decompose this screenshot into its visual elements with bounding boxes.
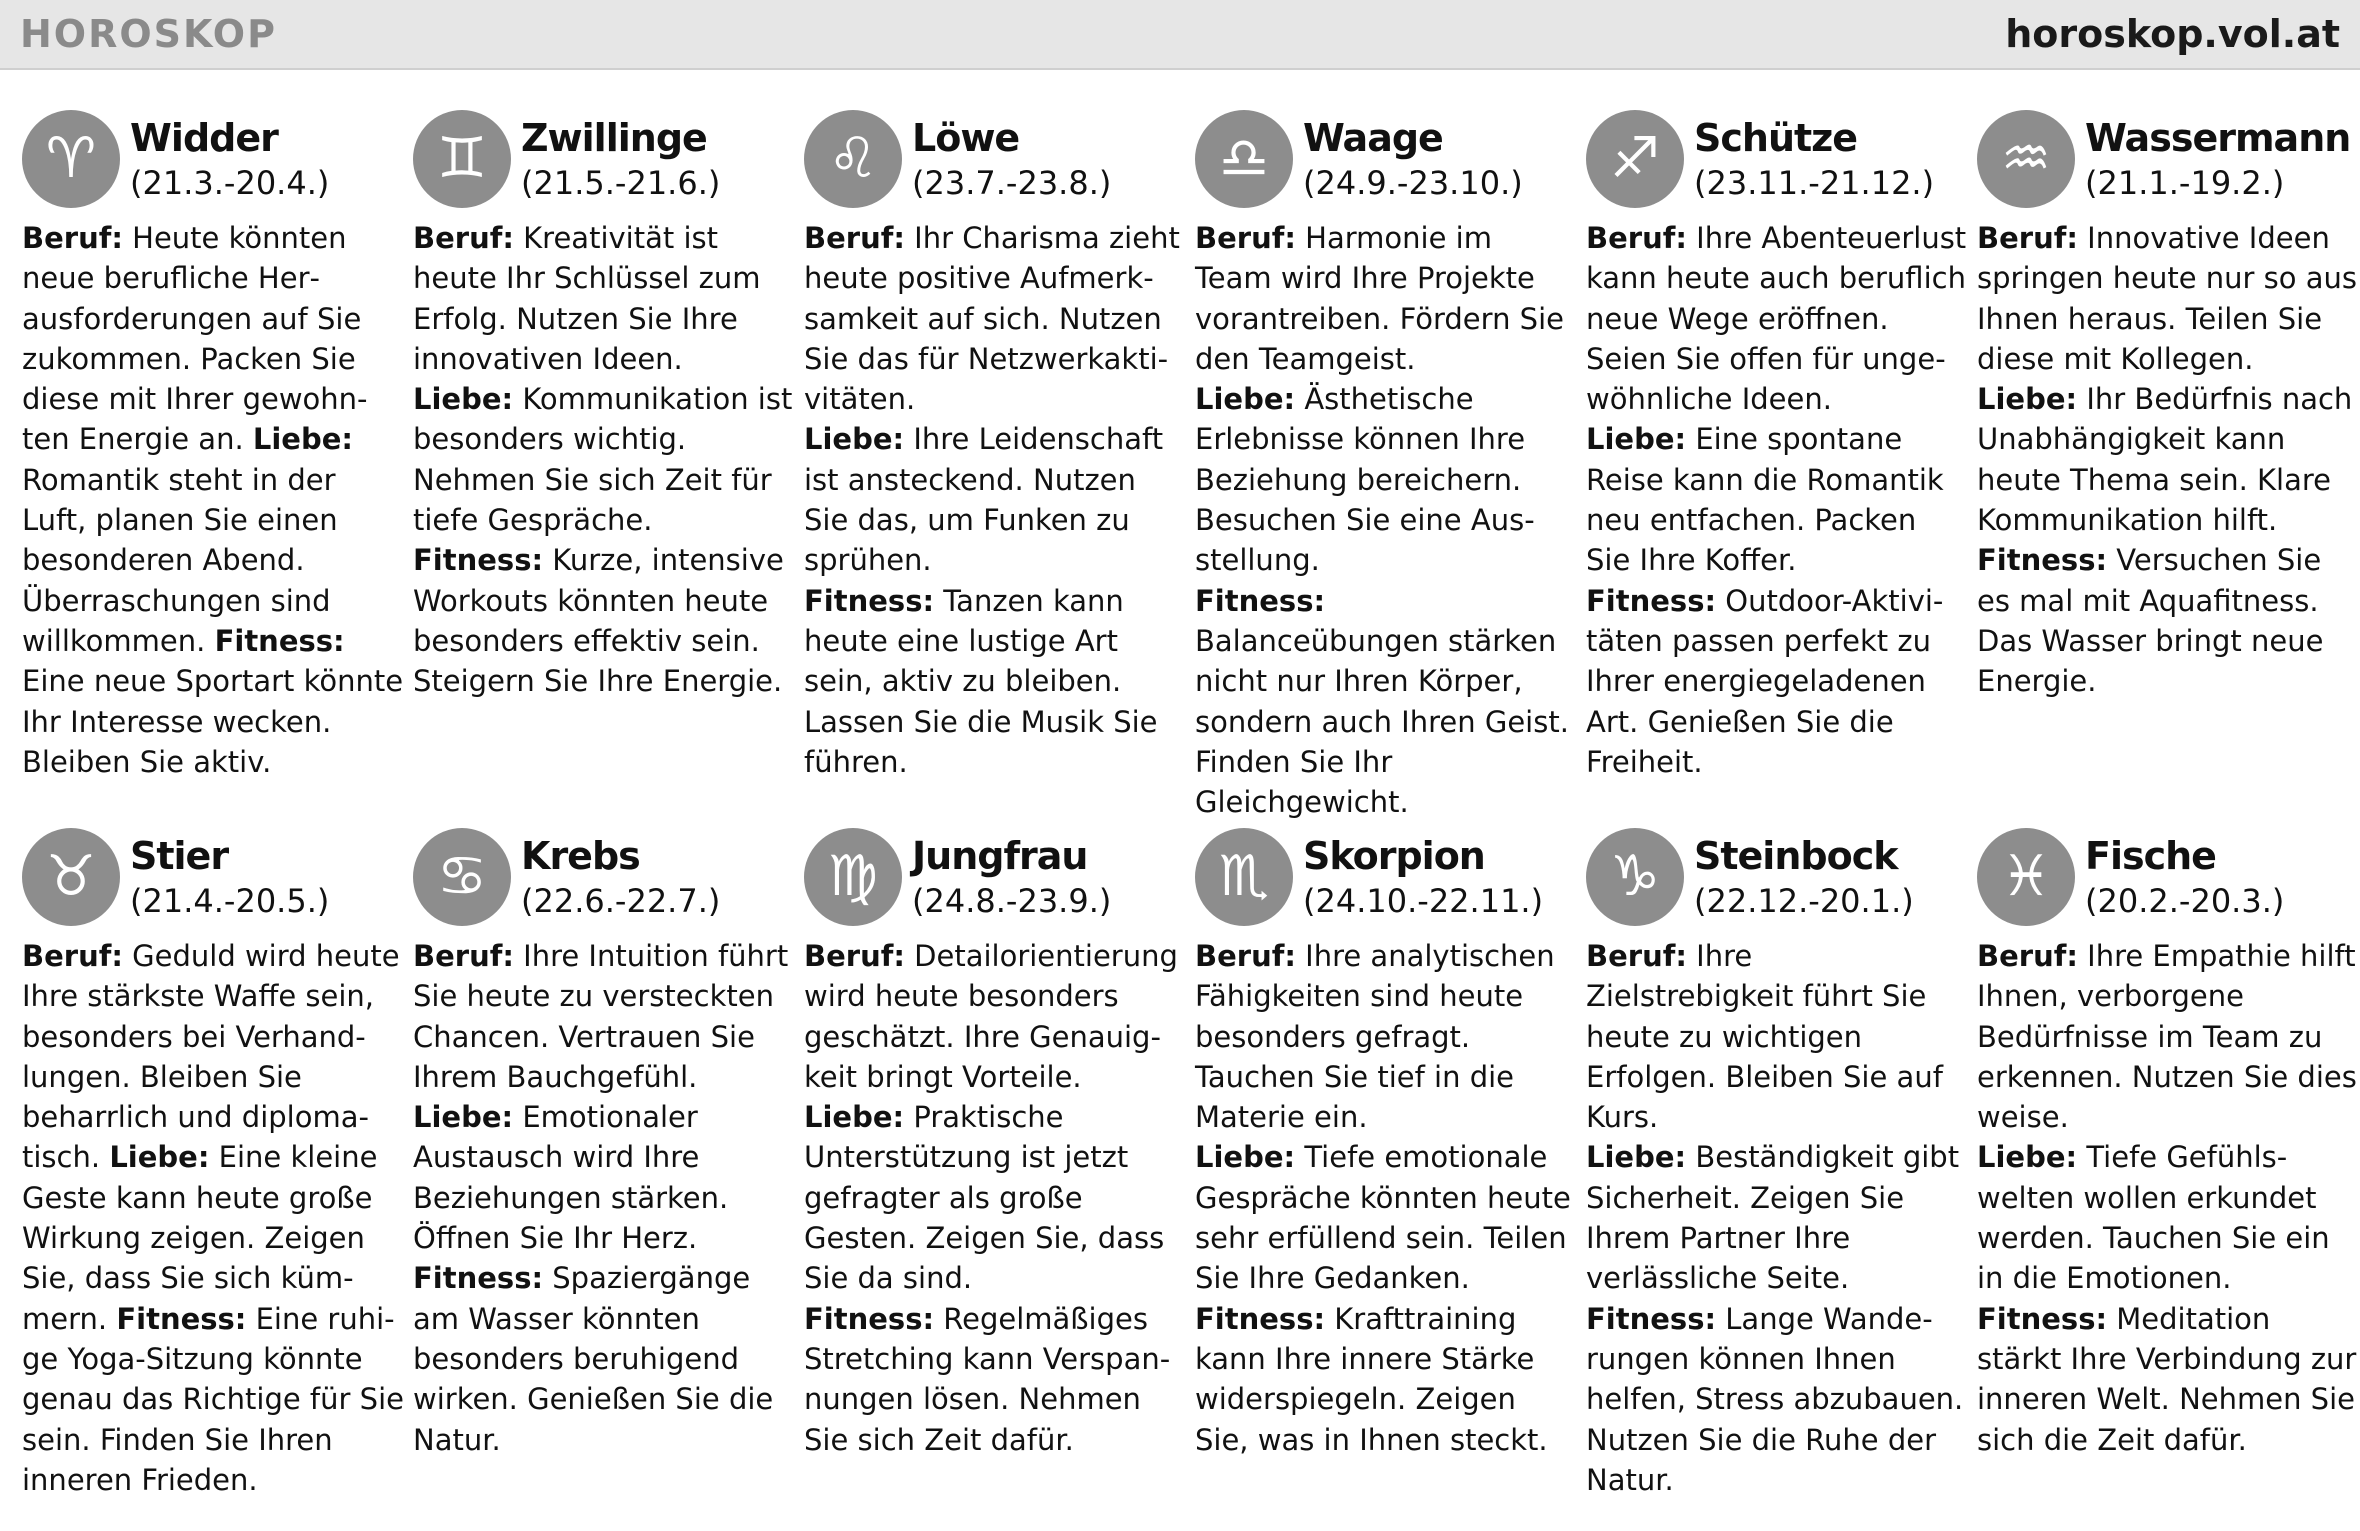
section-label: Liebe: bbox=[1586, 1140, 1687, 1175]
section-text: Balanceübungen stärken nicht nur Ihren Körper, sondern auch Ihren Geist. Finden Sie Ihr Gleichgewicht. bbox=[1195, 623, 1569, 820]
section-label: Fitness: bbox=[413, 1261, 544, 1296]
sign-text bbox=[1977, 936, 2359, 1460]
section-text: Kreativität ist heute Ihr Schlüssel zum Erfolg. Nutzen Sie Ihre innovativen Ideen. bbox=[413, 221, 761, 376]
section-text: Innovative Ideen springen heute nur so aus Ihnen heraus. Teilen Sie diese mit Kollegen. bbox=[1977, 221, 2357, 376]
sign-dates: (21.4.-20.5.) bbox=[130, 882, 330, 920]
fish-icon: ♓ bbox=[1977, 828, 2075, 926]
sign-text bbox=[22, 936, 404, 1500]
sign-dates: (24.10.-22.11.) bbox=[1303, 882, 1544, 920]
section-label: Liebe: bbox=[1195, 1140, 1296, 1175]
sign-dates: (20.2.-20.3.) bbox=[2085, 882, 2285, 920]
sign-dates: (21.3.-20.4.) bbox=[130, 164, 330, 202]
sign-text bbox=[1195, 936, 1577, 1460]
page-header bbox=[0, 0, 2360, 70]
sign-text bbox=[22, 218, 404, 782]
section-text: Ihr Bedürfnis nach Unabhängigkeit kann heute Thema sein. Klare Kommunikation hilft. bbox=[1977, 382, 2353, 538]
section-label: Beruf: bbox=[413, 221, 514, 255]
sign-wassermann bbox=[1977, 108, 2360, 826]
site-url: horoskop.vol.at bbox=[2005, 12, 2340, 56]
sign-name: Steinbock bbox=[1694, 834, 1898, 878]
section-label: Beruf: bbox=[22, 939, 123, 973]
section-text: Beständigkeit gibt Sicherheit. Zeigen Sie Ihrem Partner Ihre verlässliche Seite. bbox=[1586, 1140, 1960, 1296]
sign-jungfrau bbox=[804, 826, 1195, 1526]
sign-krebs bbox=[413, 826, 804, 1526]
sign-waage bbox=[1195, 108, 1586, 826]
lion-icon: ♌ bbox=[804, 110, 902, 208]
section-text: Outdoor-Aktivitäten passen perfekt zu Ihrer energiegeladenen Art. Genießen Sie die Freiheit. bbox=[1586, 583, 1944, 779]
sign-header bbox=[804, 826, 1195, 936]
sign-name: Skorpion bbox=[1303, 834, 1485, 878]
section-label: Liebe: bbox=[1977, 1140, 2078, 1175]
sign-widder bbox=[22, 108, 413, 826]
section-label: Fitness: bbox=[1586, 1301, 1717, 1336]
section-text: Spaziergänge am Wasser könnten besonders beruhigend wirken. Genießen Sie die Natur. bbox=[413, 1261, 774, 1457]
sign-dates: (24.8.-23.9.) bbox=[912, 882, 1112, 920]
sign-header bbox=[1586, 108, 1977, 218]
archer-icon: ♐ bbox=[1586, 110, 1684, 208]
section-text: Ihre Zielstrebigkeit führt Sie heute zu wichtigen Erfolgen. Bleiben Sie auf Kurs. bbox=[1586, 939, 1943, 1135]
section-text: Harmonie im Team wird Ihre Projekte vorantreiben. Fördern Sie den Teamgeist. bbox=[1195, 221, 1564, 376]
sign-name: Fische bbox=[2085, 834, 2216, 878]
sign-schütze bbox=[1586, 108, 1977, 826]
section-text: Ihre analytischen Fähigkeiten sind heute besonders gefragt. Tauchen Sie tief in die Materie ein. bbox=[1195, 939, 1555, 1135]
section-label: Fitness: bbox=[1977, 1301, 2108, 1336]
section-label: Liebe: bbox=[109, 1140, 210, 1175]
twins-icon: ♊ bbox=[413, 110, 511, 208]
sign-skorpion bbox=[1195, 826, 1586, 1526]
section-text: Romantik steht in der Luft, planen Sie einen besonderen Abend. Überraschungen sind willkommen. bbox=[22, 462, 338, 658]
section-label: Fitness: bbox=[214, 623, 345, 658]
sign-dates: (21.1.-19.2.) bbox=[2085, 164, 2285, 202]
sign-header bbox=[22, 108, 413, 218]
sign-header bbox=[22, 826, 413, 936]
section-text: Lange Wanderungen können Ihnen helfen, Stress abzubauen. Nutzen Sie die Ruhe der Natur. bbox=[1586, 1301, 1964, 1497]
section-text: Tanzen kann heute eine lustige Art sein, aktiv zu bleiben. Lassen Sie die Musik Sie führen. bbox=[804, 583, 1158, 779]
page-title: HOROSKOP bbox=[20, 12, 277, 56]
horoscope-grid bbox=[22, 108, 2357, 1526]
section-label: Fitness: bbox=[804, 1301, 935, 1336]
sign-text bbox=[1586, 936, 1968, 1500]
sign-dates: (23.7.-23.8.) bbox=[912, 164, 1112, 202]
sign-zwillinge bbox=[413, 108, 804, 826]
sign-name: Löwe bbox=[912, 116, 1020, 160]
virgin-icon: ♍ bbox=[804, 828, 902, 926]
section-text: Tiefe Gefühlswelten wollen erkundet werden. Tauchen Sie ein in die Emotionen. bbox=[1977, 1140, 2330, 1296]
sign-name: Zwillinge bbox=[521, 116, 707, 160]
section-label: Liebe: bbox=[413, 1100, 514, 1135]
sign-header bbox=[1195, 826, 1586, 936]
sign-header bbox=[1586, 826, 1977, 936]
section-label: Liebe: bbox=[1586, 422, 1687, 457]
sign-fische bbox=[1977, 826, 2360, 1526]
scorpion-icon: ♏ bbox=[1195, 828, 1293, 926]
sign-name: Schütze bbox=[1694, 116, 1858, 160]
sign-header bbox=[413, 826, 804, 936]
section-text: Eine spontane Reise kann die Romantik neu entfachen. Packen Sie Ihre Koffer. bbox=[1586, 422, 1944, 578]
sign-text bbox=[413, 218, 795, 702]
section-text: Heute könnten neue berufliche Herausforderungen auf Sie zukommen. Packen Sie diese mit Ihrer gewohnten Energie an. bbox=[22, 221, 368, 457]
sign-name: Jungfrau bbox=[912, 834, 1088, 878]
sign-header bbox=[1977, 826, 2360, 936]
section-label: Fitness: bbox=[1195, 1301, 1326, 1336]
section-label: Liebe: bbox=[1977, 382, 2078, 417]
sign-dates: (22.12.-20.1.) bbox=[1694, 882, 1914, 920]
section-label: Fitness: bbox=[413, 543, 544, 578]
sign-steinbock bbox=[1586, 826, 1977, 1526]
sign-header bbox=[413, 108, 804, 218]
sign-text bbox=[804, 936, 1186, 1460]
section-label: Liebe: bbox=[252, 422, 354, 457]
section-label: Liebe: bbox=[804, 1100, 905, 1135]
sign-text bbox=[1586, 218, 1968, 782]
sign-text bbox=[804, 218, 1186, 782]
section-text: Praktische Unterstützung ist jetzt gefragter als große Gesten. Zeigen Sie, dass Sie da sind. bbox=[804, 1100, 1165, 1296]
section-label: Liebe: bbox=[1195, 382, 1296, 417]
sign-text bbox=[1977, 218, 2359, 702]
section-text: Regelmäßiges Stretching kann Verspannungen lösen. Nehmen Sie sich Zeit dafür. bbox=[804, 1301, 1171, 1457]
water-bearer-icon: ♒ bbox=[1977, 110, 2075, 208]
section-text: Ihre Intuition führt Sie heute zu versteckten Chancen. Vertrauen Sie Ihrem Bauchgefühl. bbox=[413, 939, 789, 1094]
section-label: Beruf: bbox=[804, 221, 905, 255]
section-text: Kurze, intensive Workouts könnten heute besonders effektiv sein. Steigern Sie Ihre Energie. bbox=[413, 543, 784, 699]
crab-icon: ♋ bbox=[413, 828, 511, 926]
section-label: Fitness: bbox=[804, 583, 935, 618]
sign-stier bbox=[22, 826, 413, 1526]
section-text: Ihr Charisma zieht heute positive Aufmerksamkeit auf sich. Nutzen Sie das für Netzwerkaktivitäten. bbox=[804, 221, 1180, 417]
ram-icon: ♈ bbox=[22, 110, 120, 208]
goat-icon: ♑ bbox=[1586, 828, 1684, 926]
section-label: Beruf: bbox=[413, 939, 514, 973]
section-text: Eine ruhige Yoga-Sitzung könnte genau das Richtige für Sie sein. Finden Sie Ihren inneren Frieden. bbox=[22, 1301, 404, 1497]
sign-name: Wassermann bbox=[2085, 116, 2351, 160]
section-label: Fitness: bbox=[116, 1301, 247, 1336]
section-text: Emotionaler Austausch wird Ihre Beziehungen stärken. Öffnen Sie Ihr Herz. bbox=[413, 1100, 729, 1256]
sign-dates: (24.9.-23.10.) bbox=[1303, 164, 1523, 202]
section-text: Eine neue Sportart könnte Ihr Interesse wecken. Bleiben Sie aktiv. bbox=[22, 664, 404, 779]
sign-dates: (22.6.-22.7.) bbox=[521, 882, 721, 920]
section-text: Geduld wird heute Ihre stärkste Waffe sein, besonders bei Verhandlungen. Bleiben Sie beharrlich und diplomatisch. bbox=[22, 939, 400, 1175]
sign-text bbox=[1195, 218, 1577, 822]
sign-dates: (21.5.-21.6.) bbox=[521, 164, 721, 202]
section-text: Meditation stärkt Ihre Verbindung zur inneren Welt. Nehmen Sie sich die Zeit dafür. bbox=[1977, 1301, 2357, 1457]
section-label: Beruf: bbox=[804, 939, 905, 973]
section-label: Fitness: bbox=[1977, 543, 2108, 578]
sign-header bbox=[1977, 108, 2360, 218]
section-label: Beruf: bbox=[1977, 221, 2078, 255]
bull-icon: ♉ bbox=[22, 828, 120, 926]
section-label: Beruf: bbox=[22, 221, 123, 255]
sign-name: Waage bbox=[1303, 116, 1443, 160]
section-text: Detailorientierung wird heute besonders geschätzt. Ihre Genauigkeit bringt Vorteile. bbox=[804, 939, 1178, 1094]
section-text: Versuchen Sie es mal mit Aquafitness. Das Wasser bringt neue Energie. bbox=[1977, 543, 2324, 699]
section-label: Fitness: bbox=[1195, 583, 1326, 618]
section-text: Krafttraining kann Ihre innere Stärke widerspiegeln. Zeigen Sie, was in Ihnen steckt. bbox=[1195, 1301, 1548, 1457]
section-label: Beruf: bbox=[1195, 221, 1296, 255]
sign-header bbox=[804, 108, 1195, 218]
sign-name: Stier bbox=[130, 834, 229, 878]
section-label: Fitness: bbox=[1586, 583, 1717, 618]
section-text: Ästhetische Erlebnisse können Ihre Beziehung bereichern. Besuchen Sie eine Ausstellung. bbox=[1195, 382, 1535, 578]
section-label: Beruf: bbox=[1586, 221, 1687, 255]
sign-header bbox=[1195, 108, 1586, 218]
section-text: Tiefe emotionale Gespräche könnten heute sehr erfüllend sein. Teilen Sie Ihre Gedanken. bbox=[1195, 1140, 1571, 1296]
scales-icon: ♎ bbox=[1195, 110, 1293, 208]
section-label: Liebe: bbox=[413, 382, 514, 417]
sign-text bbox=[413, 936, 795, 1460]
section-label: Beruf: bbox=[1977, 939, 2078, 973]
sign-name: Krebs bbox=[521, 834, 640, 878]
section-label: Beruf: bbox=[1586, 939, 1687, 973]
section-text: Ihre Abenteuerlust kann heute auch beruflich neue Wege eröffnen. Seien Sie offen für ungewöhnliche Ideen. bbox=[1586, 221, 1967, 417]
section-text: Kommunikation ist besonders wichtig. Nehmen Sie sich Zeit für tiefe Gespräche. bbox=[413, 382, 793, 538]
section-label: Liebe: bbox=[804, 422, 905, 457]
section-text: Ihre Empathie hilft Ihnen, verborgene Bedürfnisse im Team zu erkennen. Nutzen Sie dies weise. bbox=[1977, 939, 2357, 1135]
section-text: Ihre Leidenschaft ist ansteckend. Nutzen Sie das, um Funken zu sprühen. bbox=[804, 422, 1164, 578]
sign-name: Widder bbox=[130, 116, 278, 160]
sign-dates: (23.11.-21.12.) bbox=[1694, 164, 1935, 202]
section-label: Beruf: bbox=[1195, 939, 1296, 973]
section-text: Eine kleine Geste kann heute große Wirkung zeigen. Zeigen Sie, dass Sie sich kümmern. bbox=[22, 1140, 378, 1336]
sign-löwe bbox=[804, 108, 1195, 826]
